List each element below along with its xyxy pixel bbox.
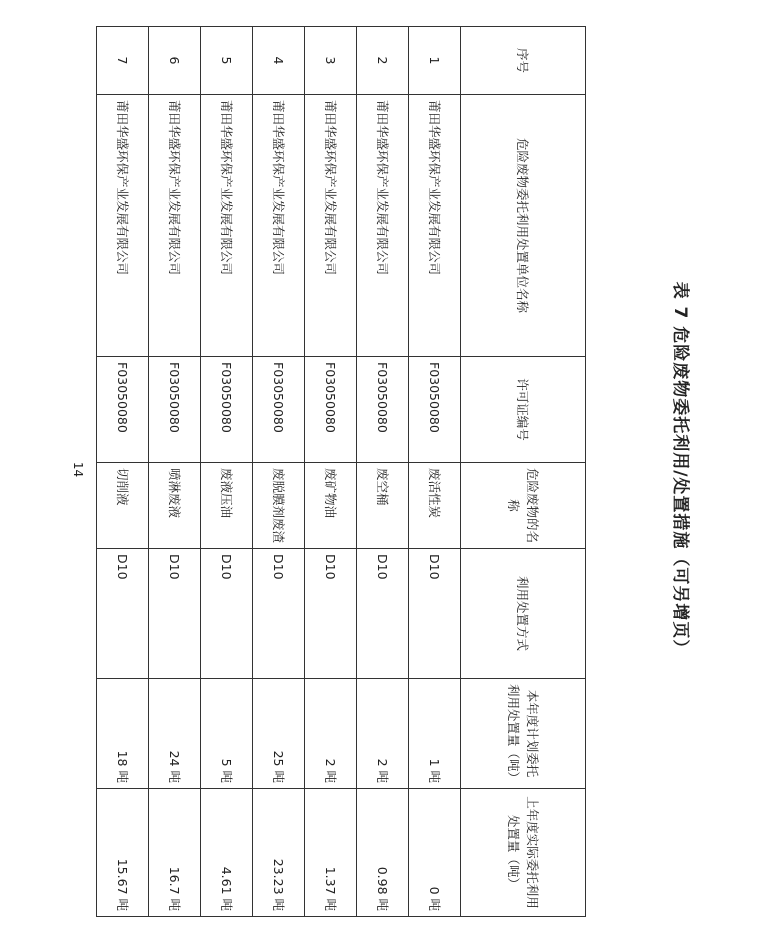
cell-seq: 5 bbox=[201, 27, 253, 95]
header-waste: 危险废物的名称 bbox=[461, 463, 586, 549]
cell-method: D10 bbox=[201, 549, 253, 679]
table-row bbox=[409, 27, 461, 917]
cell-method: D10 bbox=[305, 549, 357, 679]
cell-plan: 2 吨 bbox=[357, 679, 409, 789]
header-unit: 危险废物委托利用处置单位名称 bbox=[461, 95, 586, 357]
cell-waste: 切削液 bbox=[97, 463, 149, 549]
header-actual: 上年度实际委托利用处置量（吨） bbox=[461, 789, 586, 917]
table-title: 表 7 危险废物委托利用/处置措施（可另增页） bbox=[670, 281, 690, 658]
cell-actual: 15.67 吨 bbox=[97, 789, 149, 917]
cell-method: D10 bbox=[357, 549, 409, 679]
cell-unit: 莆田华盛环保产业发展有限公司 bbox=[253, 95, 305, 357]
cell-license: F03050080 bbox=[357, 357, 409, 463]
cell-seq: 1 bbox=[409, 27, 461, 95]
cell-seq: 2 bbox=[357, 27, 409, 95]
hazardous-waste-table bbox=[96, 26, 586, 917]
cell-plan: 18 吨 bbox=[97, 679, 149, 789]
cell-actual: 0.98 吨 bbox=[357, 789, 409, 917]
header-method: 利用处置方式 bbox=[461, 549, 586, 679]
cell-waste: 废空桶 bbox=[357, 463, 409, 549]
cell-plan: 2 吨 bbox=[305, 679, 357, 789]
cell-seq: 6 bbox=[149, 27, 201, 95]
table-row bbox=[201, 27, 253, 917]
cell-seq: 4 bbox=[253, 27, 305, 95]
cell-plan: 24 吨 bbox=[149, 679, 201, 789]
cell-waste: 废矿物油 bbox=[305, 463, 357, 549]
cell-seq: 7 bbox=[97, 27, 149, 95]
cell-method: D10 bbox=[253, 549, 305, 679]
table-row bbox=[253, 27, 305, 917]
cell-method: D10 bbox=[409, 549, 461, 679]
cell-waste: 废活性炭 bbox=[409, 463, 461, 549]
cell-waste: 废脱膜剂废渣 bbox=[253, 463, 305, 549]
cell-unit: 莆田华盛环保产业发展有限公司 bbox=[409, 95, 461, 357]
cell-plan: 5 吨 bbox=[201, 679, 253, 789]
cell-unit: 莆田华盛环保产业发展有限公司 bbox=[149, 95, 201, 357]
cell-waste: 喷淋废液 bbox=[149, 463, 201, 549]
cell-actual: 16.7 吨 bbox=[149, 789, 201, 917]
cell-license: F03050080 bbox=[201, 357, 253, 463]
table-row bbox=[357, 27, 409, 917]
cell-actual: 1.37 吨 bbox=[305, 789, 357, 917]
cell-waste: 废液压油 bbox=[201, 463, 253, 549]
cell-license: F03050080 bbox=[97, 357, 149, 463]
table-row bbox=[149, 27, 201, 917]
cell-method: D10 bbox=[149, 549, 201, 679]
cell-actual: 23.23 吨 bbox=[253, 789, 305, 917]
cell-license: F03050080 bbox=[409, 357, 461, 463]
cell-seq: 3 bbox=[305, 27, 357, 95]
page-number: 14 bbox=[71, 461, 85, 478]
table-row bbox=[305, 27, 357, 917]
cell-license: F03050080 bbox=[305, 357, 357, 463]
cell-actual: 0 吨 bbox=[409, 789, 461, 917]
cell-unit: 莆田华盛环保产业发展有限公司 bbox=[305, 95, 357, 357]
header-license: 许可证编号 bbox=[461, 357, 586, 463]
cell-unit: 莆田华盛环保产业发展有限公司 bbox=[357, 95, 409, 357]
cell-plan: 1 吨 bbox=[409, 679, 461, 789]
cell-unit: 莆田华盛环保产业发展有限公司 bbox=[97, 95, 149, 357]
cell-license: F03050080 bbox=[253, 357, 305, 463]
cell-license: F03050080 bbox=[149, 357, 201, 463]
header-seq: 序号 bbox=[461, 27, 586, 95]
cell-method: D10 bbox=[97, 549, 149, 679]
header-row bbox=[461, 27, 586, 917]
cell-actual: 4.61 吨 bbox=[201, 789, 253, 917]
table-row bbox=[97, 27, 149, 917]
cell-unit: 莆田华盛环保产业发展有限公司 bbox=[201, 95, 253, 357]
cell-plan: 25 吨 bbox=[253, 679, 305, 789]
header-plan: 本年度计划委托利用处置量（吨） bbox=[461, 679, 586, 789]
